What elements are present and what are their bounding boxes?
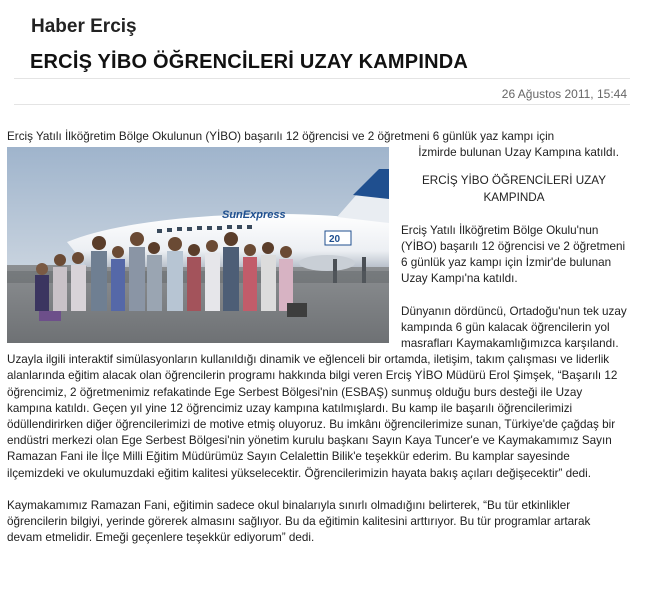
article-subtitle: ERCİŞ YİBO ÖĞRENCİLERİ UZAY KAMPINDA (421, 174, 606, 204)
article-photo (7, 147, 389, 343)
svg-text:20: 20 (329, 234, 341, 246)
paragraph-summary: Erciş Yatılı İlköğretim Bölge Okulu'nun (YİBO) başarılı 12 öğrencisi ve 2 öğretmeni 6 günlük yaz kampı için İzmir'de bulunan Uzay Kampı'na katıldı. (401, 223, 626, 286)
paragraph-quote: Kaymakamımız Ramazan Fani, eğitimin sadece okul binalarıyla sınırlı olmadığını belirterek, “Bu tür etkinlikler öğrencilerin bilgiyi, yerinde görerek almasını sağlıyor. Bu da eğitimin kalitesini arttırıyor. Bu tür programlar artarak devam etmelidir. Emeği geçenlere teşekkür ediyorum” dedi. (7, 498, 591, 545)
divider (14, 104, 630, 105)
paragraph-main: Dünyanın dördüncü, Ortadoğu'nun tek uzay kampında 6 gün kalacak öğrencilerin yol masrafları Kaymakamlığımızca karşılandı. Uzayla ilgili interaktif simülasyonların kullanıldığı dinamik ve eğlenceli bir ortamda, iletişim, takım çalışması ve liderlik alanlarında eğitim alacak olan öğrencilerin programı hakkında bilgi veren Erciş YİBO Müdürü Erol Şimşek, “Başarılı 12 öğrencimiz, 2 öğretmenimiz refakatinde Ege Serbest Bölgesi'nin (ESBAŞ) sunmuş olduğu burs desteği ile Uzay kampına katıldı. Geçen yıl yine 12 öğrencimiz uzay kampına katılmışlardı. Bu kamp ile başarılı öğrencilerimizi ödüllendirirken diğer öğrencilerimizi de motive etmiş oluyoruz. Bu imkânı öğrencilerimize sunan, Türkiye'de çağdaş bir endüstri merkezi olan Ege Serbest Bölgesi'nin yönetim kurulu başkanı Sayın Kaya Tuncer'e ve Kaymakamımız Sayın Ramazan Fani ile İlçe Milli Eğitim Müdürümüz Sayın Celalettin Bilik'e teşekkür ederim. Bu kamplar sayesinde ilçemizdeki ve okulumuzdaki eğitim kalitesi yükselecektir. Öğrencilerimizin hayata bakış açıları değişecektir” dedi. (7, 304, 627, 480)
page-title: ERCİŞ YİBO ÖĞRENCİLERİ UZAY KAMPINDA (30, 51, 469, 73)
intro-line-1: Erciş Yatılı İlköğretim Bölge Okulunun (YİBO) başarılı 12 öğrencisi ve 2 öğretmeni 6 günlük yaz kampı için (7, 130, 555, 143)
photo-image (7, 147, 389, 343)
intro-line-2: İzmirde bulunan Uzay Kampına katıldı. (418, 146, 619, 160)
divider (14, 78, 630, 79)
article-body (7, 129, 627, 546)
plane-logo: SunExpress (222, 209, 286, 222)
publish-date: 26 Ağustos 2011, 15:44 (501, 87, 627, 101)
news-source: Haber Erciş (31, 16, 137, 37)
